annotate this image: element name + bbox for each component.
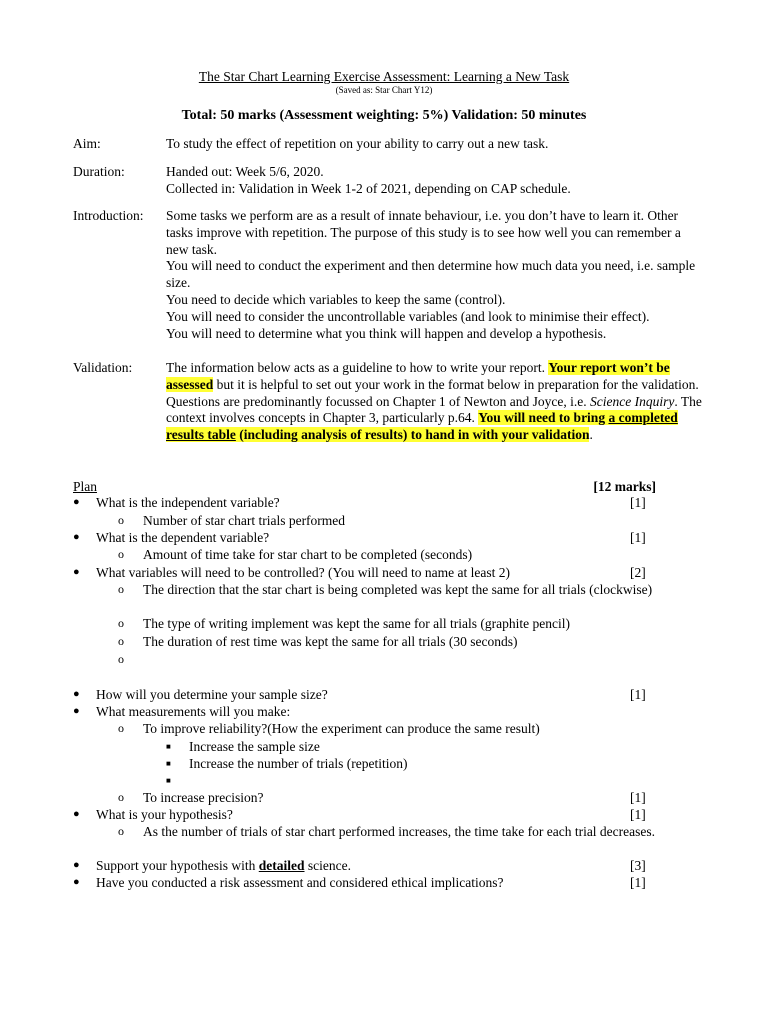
- question-text: What measurements will you make:: [96, 704, 291, 719]
- circle-bullet-icon: o: [118, 790, 124, 804]
- question-text-emphasis: detailed: [258, 858, 305, 873]
- bullet-icon: ●: [73, 688, 80, 700]
- question-text-pre: Support your hypothesis with: [96, 858, 259, 873]
- answer-text: Amount of time take for star chart to be completed (seconds): [143, 547, 473, 562]
- square-bullet-icon: ■: [166, 759, 171, 768]
- intro-paragraph-3: You need to decide which variables to keep the same (control).: [166, 291, 506, 307]
- question-marks: [1]: [630, 790, 646, 805]
- intro-paragraph-1: Some tasks we perform are as a result of innate behaviour, i.e. you don’t have to learn it. Other tasks improve with repetition. The purpose of this study is to see how well you can remember a new task.: [166, 208, 681, 257]
- circle-bullet-icon: o: [118, 513, 124, 527]
- bullet-icon: ●: [73, 531, 80, 543]
- question-marks: [1]: [630, 495, 646, 510]
- validation-text-3: . The context involves concepts in Chapter 3, particularly p.64.: [166, 393, 702, 426]
- bring-results-highlight-2: (including analysis of results) to hand in with your validation: [235, 427, 590, 443]
- bullet-icon: ●: [73, 566, 80, 578]
- answer-text: The duration of rest time was kept the same for all trials (30 seconds): [143, 634, 518, 649]
- bullet-icon: ●: [73, 496, 80, 508]
- total-marks-line: Total: 50 marks (Assessment weighting: 5%) Validation: 50 minutes: [181, 108, 587, 123]
- plan-total-marks: [12 marks]: [593, 479, 656, 494]
- validation-label: Validation:: [73, 360, 133, 375]
- circle-bullet-icon: o: [118, 547, 124, 561]
- answer-text: The direction that the star chart is being completed was kept the same for all trials (clockwise): [143, 582, 653, 597]
- duration-label: Duration:: [73, 164, 125, 179]
- validation-text-4: .: [589, 427, 593, 443]
- circle-bullet-icon: o: [118, 824, 124, 838]
- question-text: What is the independent variable?: [96, 495, 280, 510]
- duration-handed-out: Handed out: Week 5/6, 2020.: [166, 164, 324, 179]
- question-text: What is the dependent variable?: [96, 530, 270, 545]
- question-text: How will you determine your sample size?: [96, 687, 328, 702]
- plan-heading: Plan: [73, 479, 98, 494]
- square-bullet-icon: ■: [166, 776, 171, 785]
- circle-bullet-icon: o: [118, 634, 124, 648]
- duration-text: [166, 164, 706, 198]
- question-marks: [2]: [630, 565, 646, 580]
- duration-collected-in: Collected in: Validation in Week 1-2 of 2021, depending on CAP schedule.: [166, 180, 571, 196]
- circle-bullet-icon: o: [118, 721, 124, 735]
- introduction-text: [166, 208, 706, 342]
- report-not-assessed-highlight: Your report won’t be assessed: [166, 360, 670, 392]
- validation-text-1: The information below acts as a guideline to how to write your report.: [166, 360, 549, 375]
- question-marks: [1]: [630, 530, 646, 545]
- question-text: What is your hypothesis?: [96, 807, 233, 822]
- bullet-icon: ●: [73, 808, 80, 820]
- saved-as-note: (Saved as: Star Chart Y12): [335, 85, 433, 95]
- question-marks: [1]: [630, 687, 646, 702]
- answer-text: The type of writing implement was kept the same for all trials (graphite pencil): [143, 616, 570, 631]
- aim-text: To study the effect of repetition on your ability to carry out a new task.: [166, 136, 549, 151]
- question-text: What variables will need to be controlled? (You will need to name at least 2): [96, 565, 511, 580]
- circle-bullet-icon: o: [118, 616, 124, 630]
- plan-header: [73, 478, 656, 495]
- circle-bullet-icon: o: [118, 652, 124, 666]
- validation-text: [166, 360, 706, 444]
- introduction-label: Introduction:: [73, 208, 144, 223]
- answer-text: To improve reliability?(How the experiment can produce the same result): [143, 721, 540, 736]
- circle-bullet-icon: o: [118, 582, 124, 596]
- bring-results-highlight-1: You will need to bring: [478, 410, 609, 426]
- bullet-icon: ●: [73, 876, 80, 888]
- document-title: The Star Chart Learning Exercise Assessment: Learning a New Task: [198, 69, 570, 84]
- intro-paragraph-4: You will need to consider the uncontrollable variables (and look to minimise their effect).: [166, 308, 650, 324]
- intro-paragraph-2: You will need to conduct the experiment and then determine how much data you need, i.e. sample size.: [166, 258, 696, 291]
- answer-text: As the number of trials of star chart performed increases, the time take for each trial decreases.: [143, 824, 656, 839]
- answer-text: Number of star chart trials performed: [143, 513, 346, 528]
- answer-text: To increase precision?: [143, 790, 264, 805]
- book-title: Science Inquiry: [590, 393, 675, 409]
- sub-answer-text: Increase the sample size: [189, 739, 320, 754]
- aim-label: Aim:: [73, 136, 101, 151]
- sub-answer-text: Increase the number of trials (repetition): [189, 756, 408, 771]
- intro-paragraph-5: You will need to determine what you think will happen and develop a hypothesis.: [166, 325, 607, 341]
- bring-results-highlight-underlined: a completed results table: [166, 410, 678, 443]
- question-text-post: science.: [304, 858, 351, 873]
- question-text: [96, 857, 351, 874]
- question-marks: [1]: [630, 875, 646, 890]
- question-marks: [3]: [630, 858, 646, 873]
- validation-text-2: but it is helpful to set out your work in the format below in preparation for the validation. Questions are predominantly focussed on Chapter 1 of Newton and Joyce, i.e.: [166, 376, 699, 409]
- square-bullet-icon: ■: [166, 742, 171, 751]
- bullet-icon: ●: [73, 705, 80, 717]
- bullet-icon: ●: [73, 859, 80, 871]
- question-text: Have you conducted a risk assessment and considered ethical implications?: [96, 875, 504, 890]
- question-marks: [1]: [630, 807, 646, 822]
